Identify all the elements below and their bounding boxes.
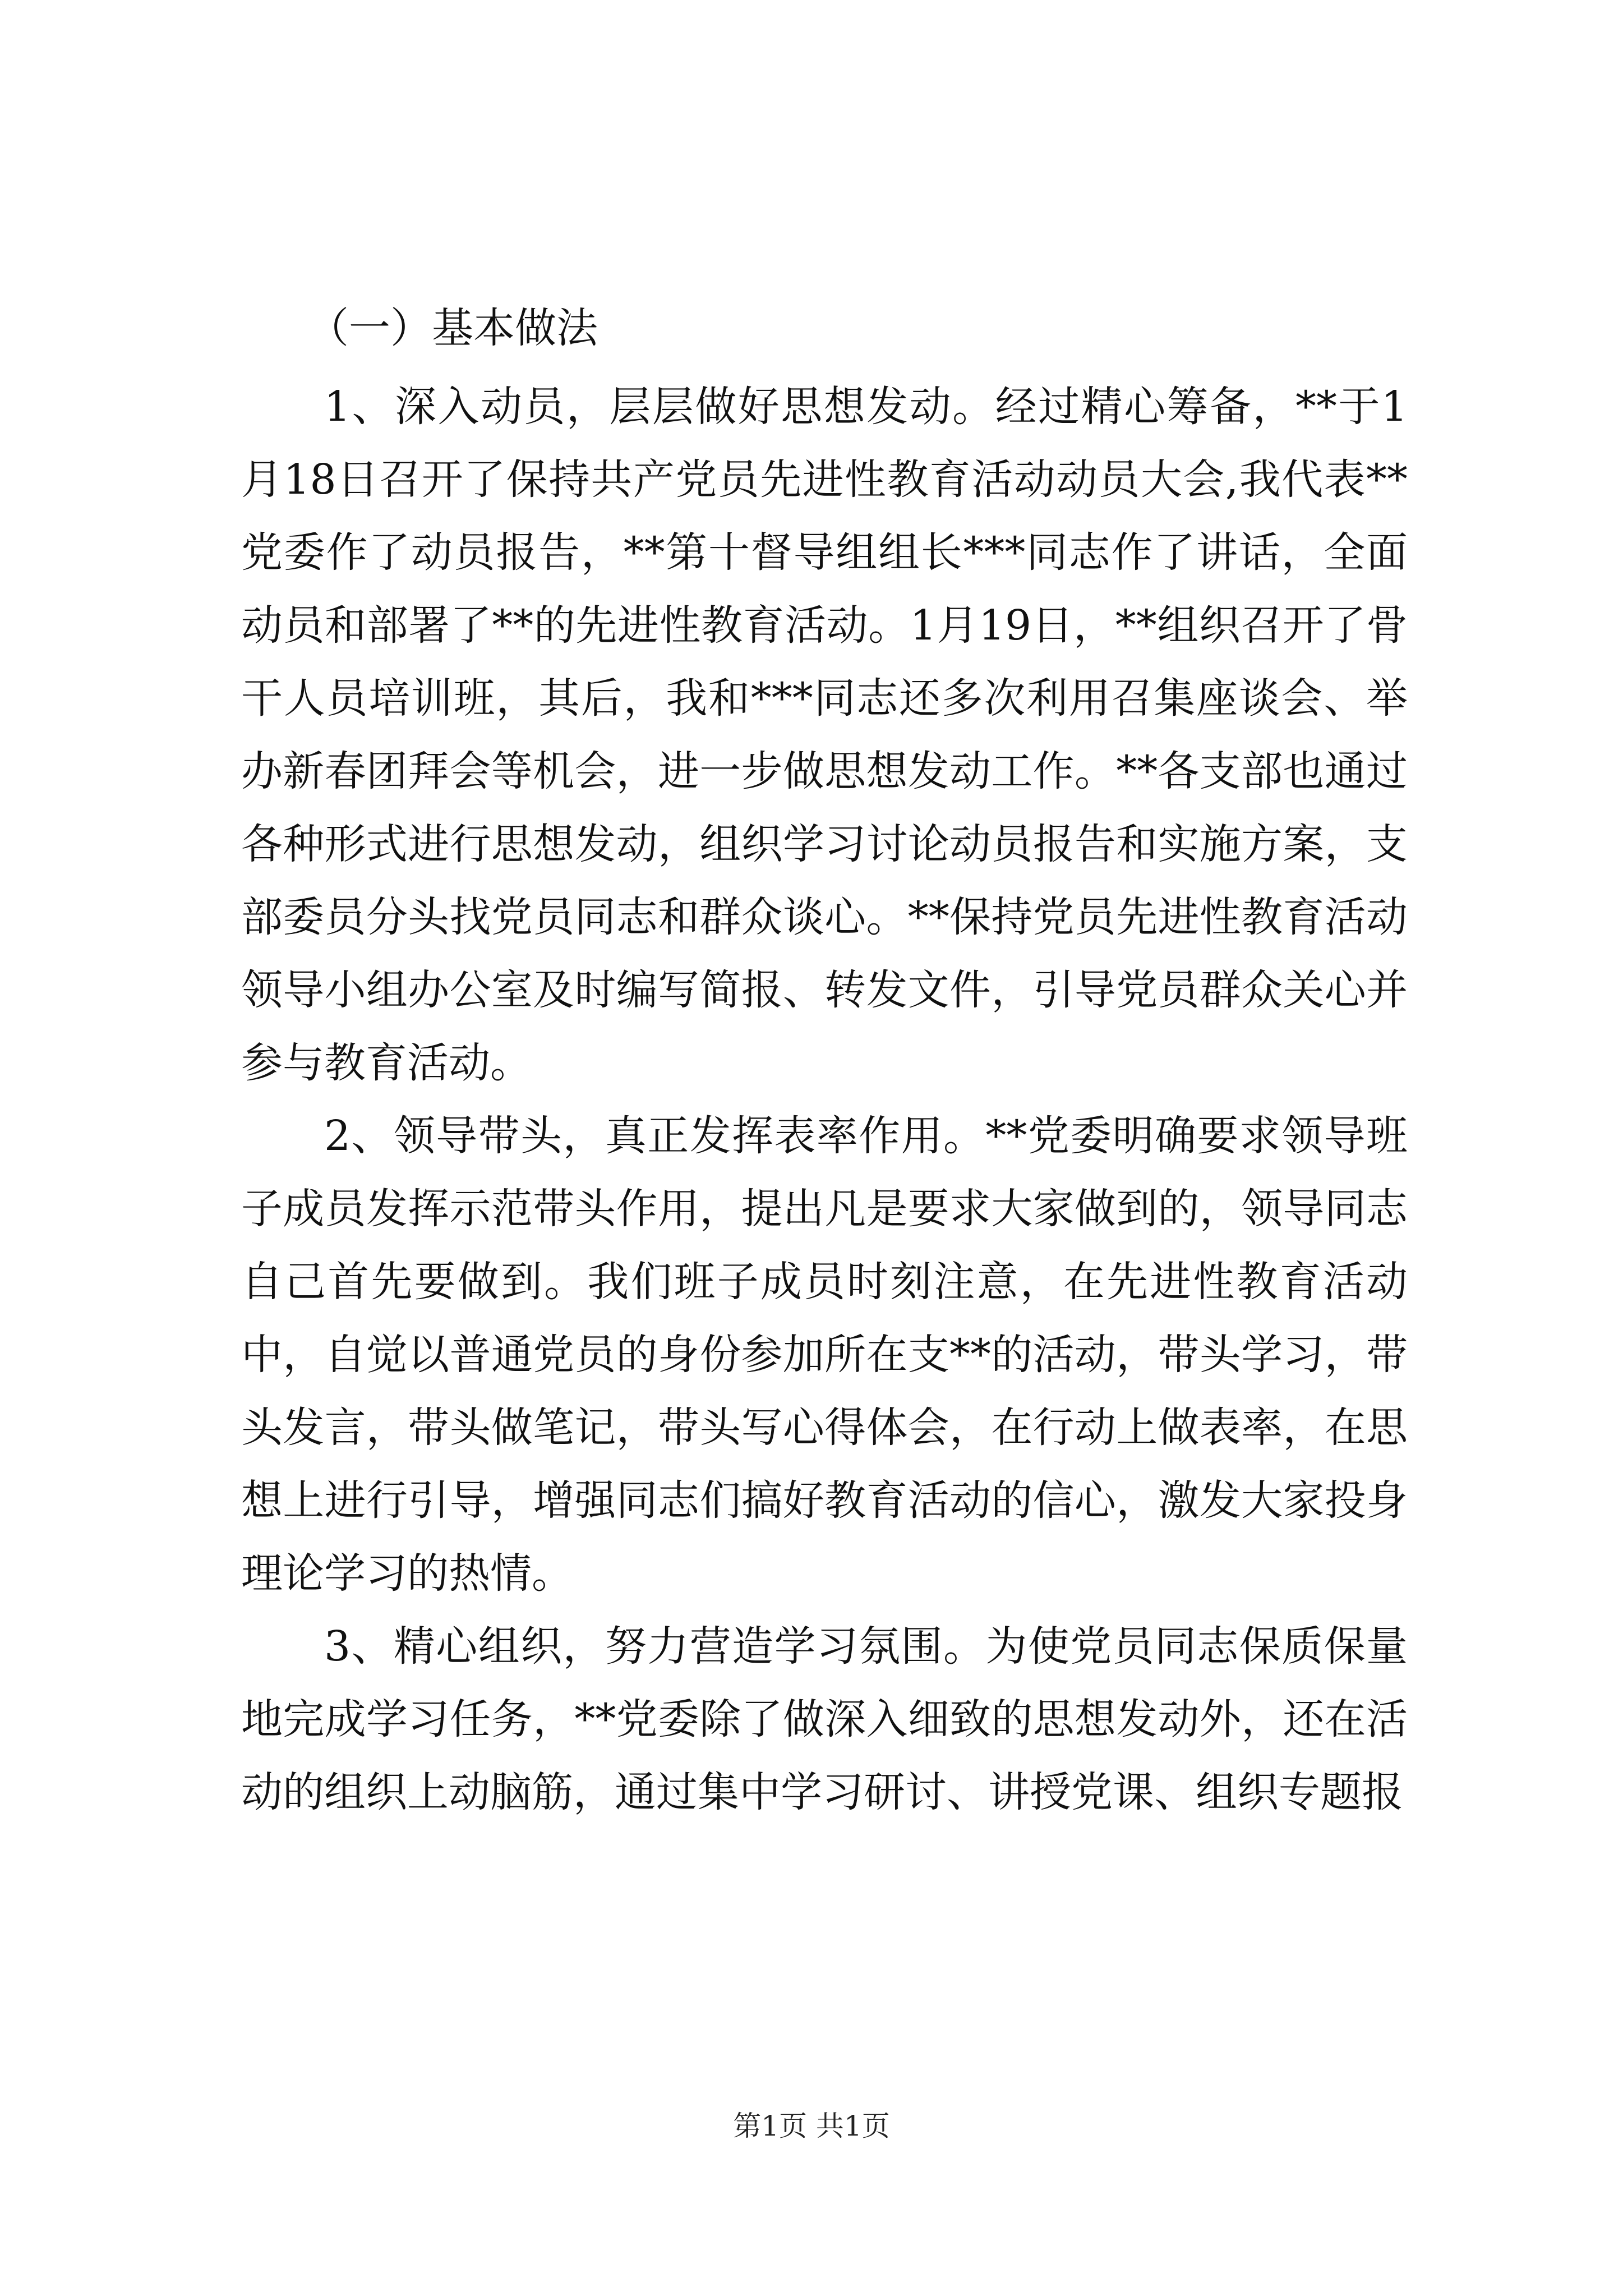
page-footer: 第1页 共1页: [733, 2110, 890, 2142]
document-body: [241, 292, 1408, 1829]
paragraph-3: 3、精心组织，努力营造学习氛围。为使党员同志保质保量地完成学习任务，**党委除了做深入细致的思想发动外，还在活动的组织上动脑筋，通过集中学习研讨、讲授党课、组织专题报: [241, 1622, 1408, 1816]
paragraph-1: 1、深入动员，层层做好思想发动。经过精心筹备，**于1月18日召开了保持共产党员先进性教育活动动员大会,我代表**党委作了动员报告，**第十督导组组长***同志作了讲话，全面动员和部署了**的先进性教育活动。1月19日，**组织召开了骨干人员培训班，其后，我和***同志还多次利用召集座谈会、举办新春团拜会等机会，进一步做思想发动工作。**各支部也通过各种形式进行思想发动，组织学习讨论动员报告和实施方案，支部委员分头找党员同志和群众谈心。**保持党员先进性教育活动领导小组办公室及时编写简报、转发文件，引导党员群众关心并参与教育活动。: [241, 383, 1408, 1087]
section-heading: （一）基本做法: [307, 304, 598, 352]
paragraph-2: 2、领导带头，真正发挥表率作用。**党委明确要求领导班子成员发挥示范带头作用，提出凡是要求大家做到的，领导同志自己首先要做到。我们班子成员时刻注意，在先进性教育活动中，自觉以普通党员的身份参加所在支**的活动，带头学习，带头发言，带头做笔记，带头写心得体会，在行动上做表率，在思想上进行引导，增强同志们搞好教育活动的信心，激发大家投身理论学习的热情。: [241, 1112, 1408, 1598]
